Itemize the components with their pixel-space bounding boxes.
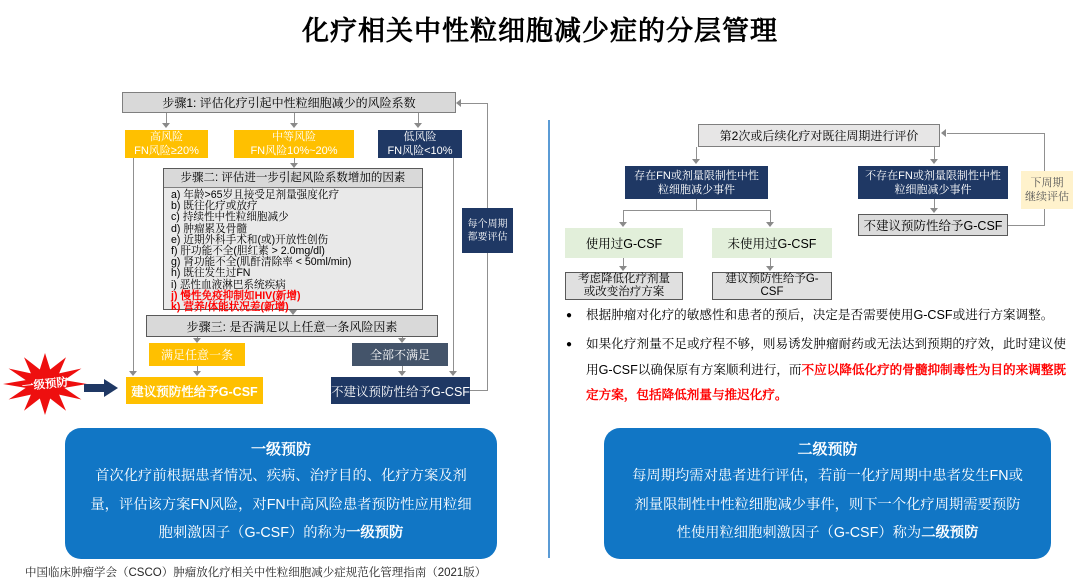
arrow-down-icon — [692, 159, 700, 164]
step2-header: 步骤二: 评估进一步引起风险系数增加的因素 — [164, 169, 422, 188]
connector-line — [934, 199, 935, 208]
connector-line — [453, 158, 454, 372]
exist-fn-box: 存在FN或剂量限制性中性 粒细胞减少事件 — [625, 166, 768, 199]
notes-section — [566, 303, 1066, 412]
note-bullet — [566, 303, 1066, 329]
arrow-down-icon — [619, 266, 627, 271]
consider-reduce-box: 考虑降低化疗剂量 或改变治疗方案 — [565, 272, 683, 300]
step2-item: i) 恶性血液淋巴系统疾病 — [171, 278, 286, 291]
connector-line — [294, 113, 295, 123]
connector-line — [133, 158, 134, 372]
connector-line — [166, 113, 167, 123]
not-exist-fn-box: 不存在FN或剂量限制性中性 粒细胞减少事件 — [858, 166, 1008, 199]
connector-line — [934, 147, 935, 159]
step2-item: d) 肿瘤累及骨髓 — [171, 222, 247, 235]
secondary-card-title: 二级预防 — [797, 441, 858, 458]
step3-box: 步骤三: 是否满足以上任意一条风险因素 — [146, 315, 438, 337]
primary-prevention-badge — [2, 352, 88, 416]
step2-item: c) 持续性中性粒细胞减少 — [171, 211, 289, 224]
connector-line — [418, 113, 419, 123]
step2-item: f) 肝功能不全(胆红素 > 2.0mg/dl) — [171, 245, 325, 258]
connector-line — [623, 210, 771, 211]
primary-prevention-card — [65, 428, 497, 559]
cycle-eval-box: 第2次或后续化疗对既往周期进行评价 — [698, 124, 940, 147]
high-risk-box: 高风险 FN风险≥20% — [125, 130, 208, 158]
step2-item: h) 既往发生过FN — [171, 267, 251, 280]
meet-none-box: 全部不满足 — [352, 343, 448, 366]
connector-line — [696, 147, 697, 159]
connector-line — [696, 199, 697, 210]
arrow-down-icon — [930, 208, 938, 213]
step2-item-new: j) 慢性免疫抑制如HIV(新增) — [171, 289, 301, 302]
secondary-card-body: 每周期均需对患者进行评估，若前一化疗周期中患者发生FN或剂量限制性中性粒细胞减少事件，则下一个化疗周期需要预防性使用粒细胞刺激因子（G-CSF）称为二级预防 — [632, 468, 1023, 541]
arrow-down-icon — [129, 371, 137, 376]
note-bullet — [566, 332, 1066, 409]
bullet-icon: ● — [566, 339, 573, 350]
used-gcsf-box: 使用过G-CSF — [565, 228, 683, 258]
arrow-down-icon — [290, 123, 298, 128]
page-title: 化疗相关中性粒细胞减少症的分层管理 — [302, 16, 778, 46]
arrow-down-icon — [162, 123, 170, 128]
connector-line — [1008, 225, 1045, 226]
step2-item: g) 肾功能不全(肌酐清除率 < 50ml/min) — [171, 256, 352, 269]
arrow-down-icon — [449, 371, 457, 376]
arrow-down-icon — [930, 159, 938, 164]
meet-any-box: 满足任意一条 — [149, 343, 245, 366]
block-arrow-right-icon — [84, 379, 118, 397]
bullet-icon: ● — [566, 310, 573, 321]
medium-risk-box: 中等风险 FN风险10%~20% — [234, 130, 354, 158]
low-risk-box: 低风险 FN风险<10% — [378, 130, 462, 158]
step2-item-list — [164, 188, 422, 315]
step2-item: e) 近期外科手术和(或)开放性创伤 — [171, 233, 329, 246]
source-citation: 中国临床肿瘤学会（CSCO）肿瘤放化疗相关中性粒细胞减少症规范化管理指南（2021版） — [25, 567, 487, 579]
note-text: 如果化疗剂量不足或疗程不够，则易诱发肿瘤耐药或无法达到预期的疗效，此时建议使用G-CSF以确保原有方案顺利进行，而不应以降低化疗的骨髓抑制毒性为目的来调整既定方案，包括降低剂量与推迟化疗。 — [586, 337, 1067, 402]
connector-line — [947, 133, 1045, 134]
connector-line — [470, 390, 488, 391]
arrow-down-icon — [766, 222, 774, 227]
arrow-down-icon — [414, 123, 422, 128]
step2-item: b) 既往化疗或放疗 — [171, 200, 258, 213]
arrow-left-icon — [456, 99, 461, 107]
step1-box: 步骤1: 评估化疗引起中性粒细胞减少的风险系数 — [122, 92, 456, 113]
primary-badge-label: 一级预防 — [21, 376, 69, 394]
every-cycle-box: 每个周期 都要评估 — [462, 208, 513, 253]
not-used-gcsf-box: 未使用过G-CSF — [712, 228, 832, 258]
arrow-down-icon — [619, 222, 627, 227]
arrow-down-icon — [193, 371, 201, 376]
next-cycle-box: 下周期 继续评估 — [1021, 171, 1073, 209]
recommend-gcsf-box: 建议预防性给予G-CSF — [126, 377, 263, 404]
primary-card-title: 一级预防 — [250, 441, 311, 458]
note-warning-text: 不应以降低化疗的骨髓抑制毒性为目的来调整既定方案，包括降低剂量与推迟化疗。 — [586, 362, 1067, 402]
arrow-down-icon — [766, 266, 774, 271]
arrow-left-icon — [941, 129, 946, 137]
secondary-prevention-card — [604, 428, 1051, 559]
primary-card-body: 首次化疗前根据患者情况、疾病、治疗目的、化疗方案及剂量，评估该方案FN风险，对FN中高风险患者预防性应用粒细胞刺激因子（G-CSF）的称为一级预防 — [90, 468, 472, 541]
step2-item: a) 年龄>65岁且接受足剂量强度化疗 — [171, 189, 340, 201]
not-recommend-gcsf-box: 不建议预防性给予G-CSF — [331, 377, 470, 404]
connector-line — [461, 103, 488, 104]
step2-box — [163, 168, 423, 314]
note-text: 根据肿瘤对化疗的敏感性和患者的预后，决定是否需要使用G-CSF或进行方案调整。 — [586, 308, 1054, 322]
no-prophylaxis-box: 不建议预防性给予G-CSF — [858, 214, 1008, 236]
suggest-gcsf-box: 建议预防性给予G- CSF — [712, 272, 832, 300]
section-divider — [548, 120, 550, 558]
arrow-down-icon — [398, 371, 406, 376]
step2-item-new: k) 营养/体能状况差(新增) — [171, 301, 289, 314]
